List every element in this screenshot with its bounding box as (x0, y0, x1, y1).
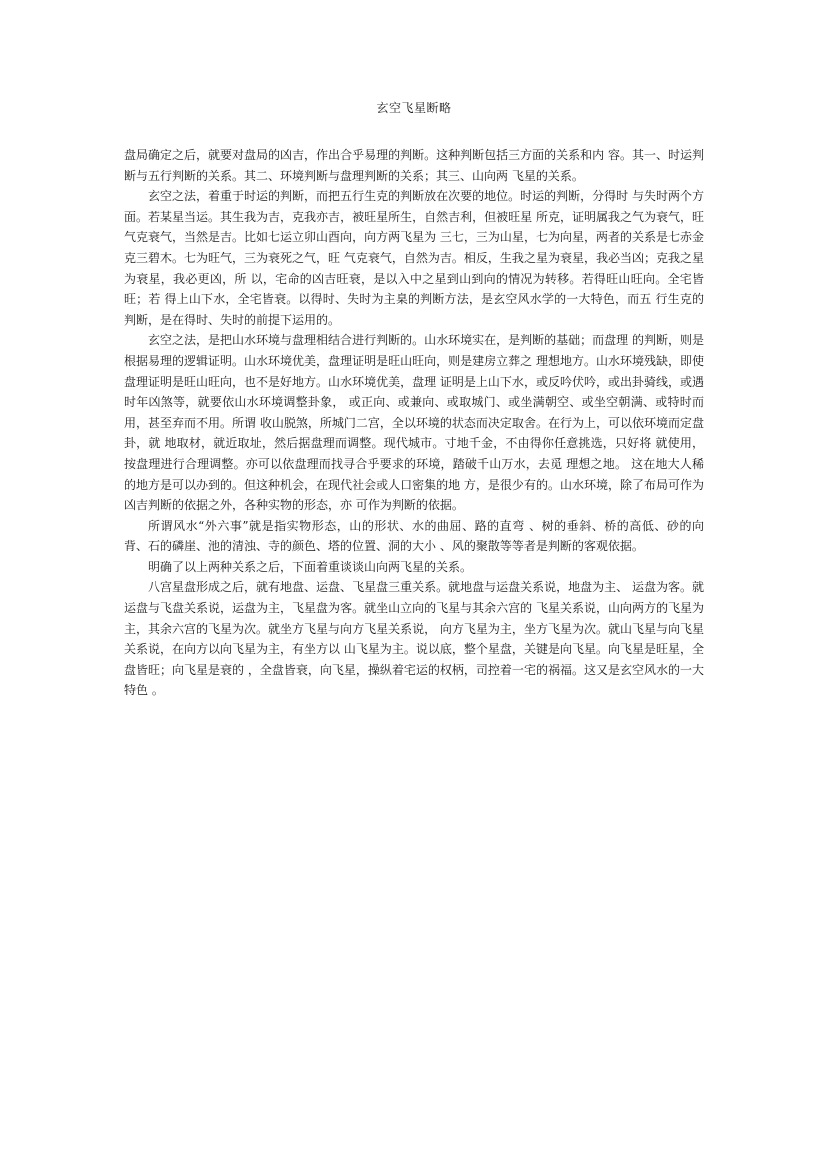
paragraph-environment: 玄空之法，是把山水环境与盘理相结合进行判断的。山水环境实在，是判断的基础；而盘理 的判断，则是根据易理的逻辑证明。山水环境优美，盘理证明是旺山旺向，则是建房立葬之 理想地方。山水环境残缺，即使盘理证明是旺山旺向，也不是好地方。山水环境优美，盘理 证明是上山下水，或反吟伏吟，或出卦骑线，或遇时年凶煞等，就要依山水环境调整卦象， 或正向、或兼向、或取城门、或坐满朝空、或坐空朝满、或特时而用，甚至弃而不用。所谓 收山脱煞，所城门二宫，全以环境的状态而决定取舍。在行为上，可以依环境而定盘卦，就 地取材，就近取址，然后据盘理而调整。现代城市。寸地千金，不由得你任意挑选，只好将 就使用，按盘理进行合理调整。亦可以依盘理而找寻合乎要求的环境，踏破千山万水，去觅 理想之地。 这在地大人稀的地方是可以办到的。但这种机会，在现代社会或人口密集的地 方，是很少有的。山水环境，除了布局可作为凶吉判断的依据之外，各种实物的形态，亦 可作为判断的依据。 (124, 333, 704, 513)
document-title: 玄空飞星断略 (376, 101, 452, 115)
paragraph-intro: 盘局确定之后，就要对盘局的凶吉，作出合乎易理的判断。这种判断包括三方面的关系和内 容。其一、时运判断与五行判断的关系。其二、环境判断与盘理判断的关系；其三、山向两 飞星的关系。 (124, 148, 704, 183)
document-page (124, 100, 704, 701)
paragraph-six-outer-matters: 所谓风水“外六事”就是指实物形态，山的形状、水的曲屈、路的直弯 、树的垂斜、桥的高低、砂的向背、石的磷崖、池的清浊、寺的颜色、塔的位置、洞的大小 、风的聚散等等者是判断的客观依据。 (124, 518, 704, 554)
paragraph-transition: 明确了以上两种关系之后，下面着重谈谈山向两飞星的关系。 (148, 559, 473, 574)
paragraph-time-fortune: 玄空之法，着重于时运的判断，而把五行生克的判断放在次要的地位。时运的判断，分得时 与失时两个方面。若某星当运。其生我为吉，克我亦吉，被旺星所生，自然吉利，但被旺星 所克，证明属我之气为衰气，旺气克衰气，当然是吉。比如七运立卯山酉向，向方两飞星为 三七，三为山星，七为向星，两者的关系是七赤金克三碧木。七为旺气，三为衰死之气，旺 气克衰气，自然为吉。相反，生我之星为衰星，我必当凶；克我之星为衰星，我必更凶，所 以，宅命的凶吉旺衰，是以入中之星到山到向的情况为转移。若得旺山旺向。全宅皆旺；若 得上山下水，全宅皆衰。以得时、失时为主臬的判断方法，是玄空风水学的一大特色，而五 行生克的判断，是在得时、失时的前提下运用的。 (124, 189, 704, 327)
paragraph-eight-palace: 八宫星盘形成之后，就有地盘、运盘、飞星盘三重关系。就地盘与运盘关系说，地盘为主、 运盘为客。就运盘与飞盘关系说，运盘为主，飞星盘为客。就坐山立向的飞星与其余六宫的 飞星关系说，山向两方的飞星为主，其余六宫的飞星为次。就坐方飞星与向方飞星关系说， 向方飞星为主，坐方飞星为次。就山飞星与向飞星关系说，在向方以向飞星为主，有坐方以 山飞星为主。说以底，整个星盘，关键是向飞星。向飞星是旺星，全盘皆旺；向飞星是衰的 ，全盘皆衰，向飞星，操纵着宅运的权柄，司控着一宅的祸福。这又是玄空风水的一大特色 。 (124, 580, 704, 698)
